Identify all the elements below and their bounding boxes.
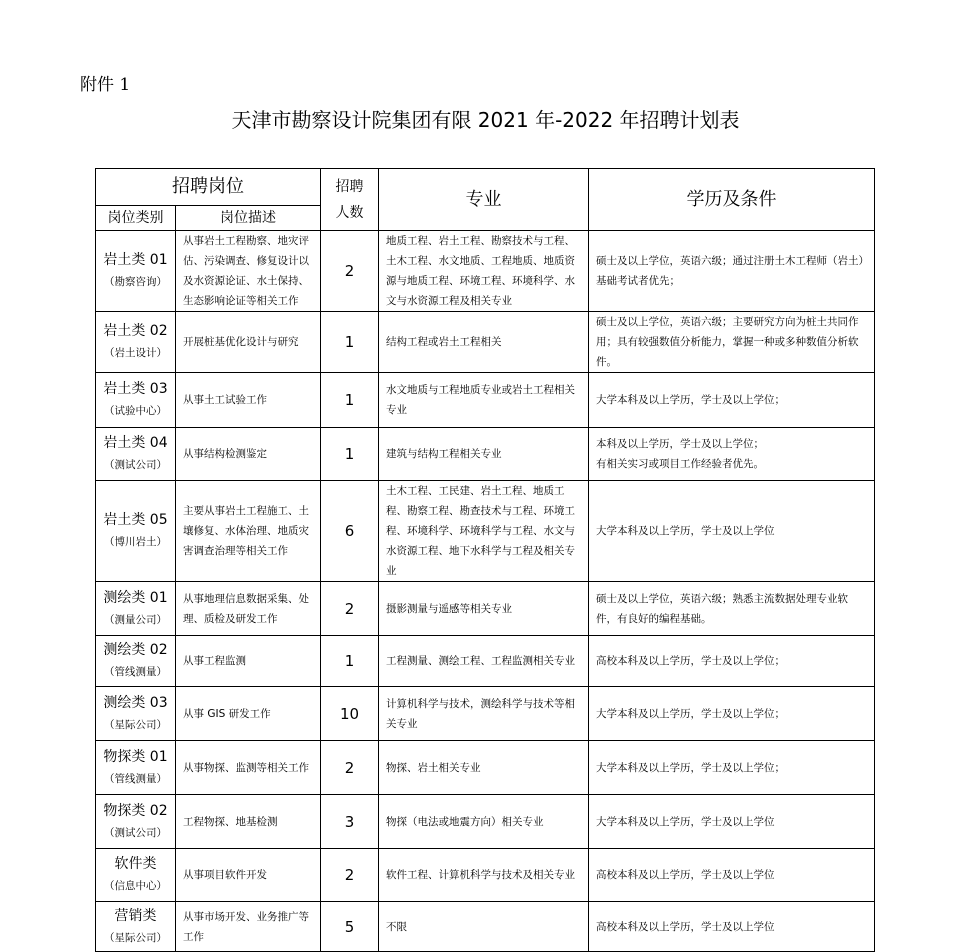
position-code: 物探类 01 xyxy=(103,748,168,765)
headcount: 3 xyxy=(321,795,379,849)
position-code: 软件类 xyxy=(114,856,157,872)
headcount: 2 xyxy=(321,741,379,795)
position-code: 岩土类 05 xyxy=(103,512,168,528)
table-row xyxy=(96,795,875,849)
position-code: 营销类 xyxy=(114,907,157,924)
header-position-group: 招聘岗位 xyxy=(96,169,321,206)
position-category xyxy=(96,428,176,481)
position-unit: （岩土设计） xyxy=(104,347,167,359)
education-requirements: 硕士及以上学位，英语六级；熟悉主流数据处理专业软件，有良好的编程基础。 xyxy=(589,582,875,636)
education-requirements: 高校本科及以上学历，学士及以上学位； xyxy=(589,636,875,687)
position-category xyxy=(96,231,176,312)
headcount: 1 xyxy=(321,428,379,481)
headcount: 1 xyxy=(321,636,379,687)
position-unit: （星际公司） xyxy=(104,718,167,731)
position-category xyxy=(96,481,176,582)
position-code: 测绘类 03 xyxy=(103,694,168,711)
position-code: 岩土类 04 xyxy=(103,435,168,451)
position-category xyxy=(96,373,176,428)
position-unit: （信息中心） xyxy=(104,880,167,892)
table-row xyxy=(96,902,875,952)
position-description: 主要从事岩土工程施工、土壤修复、水体治理、地质灾害调查治理等相关工作 xyxy=(176,481,321,582)
position-description: 从事岩土工程勘察、地灾评估、污染调查、修复设计以及水资源论证、水土保持、生态影响论证等相关工作 xyxy=(176,231,321,312)
education-requirements: 大学本科及以上学历，学士及以上学位 xyxy=(589,481,875,582)
education-requirements: 高校本科及以上学历，学士及以上学位 xyxy=(589,849,875,902)
position-description: 工程物探、地基检测 xyxy=(176,795,321,849)
education-requirements: 大学本科及以上学历，学士及以上学位； xyxy=(589,687,875,741)
header-education: 学历及条件 xyxy=(589,169,875,231)
major: 水文地质与工程地质专业或岩土工程相关专业 xyxy=(379,373,589,428)
position-description: 从事工程监测 xyxy=(176,636,321,687)
position-description: 从事结构检测鉴定 xyxy=(176,428,321,481)
headcount: 2 xyxy=(321,582,379,636)
header-position-category: 岗位类别 xyxy=(96,206,176,231)
position-code: 测绘类 01 xyxy=(103,589,168,606)
position-description: 从事物探、监测等相关工作 xyxy=(176,741,321,795)
position-unit: （测量公司） xyxy=(104,613,167,626)
table-row xyxy=(96,582,875,636)
position-code: 岩土类 01 xyxy=(103,252,168,268)
attachment-label: 附件 1 xyxy=(80,75,131,95)
position-description: 从事地理信息数据采集、处理、质检及研发工作 xyxy=(176,582,321,636)
major: 摄影测量与遥感等相关专业 xyxy=(379,582,589,636)
education-requirements: 高校本科及以上学历，学士及以上学位 xyxy=(589,902,875,952)
headcount: 6 xyxy=(321,481,379,582)
table-row xyxy=(96,231,875,312)
major: 物探（电法或地震方向）相关专业 xyxy=(379,795,589,849)
table-row xyxy=(96,849,875,902)
major: 物探、岩土相关专业 xyxy=(379,741,589,795)
headcount: 1 xyxy=(321,312,379,373)
position-unit: （博川岩土） xyxy=(104,536,167,548)
position-category xyxy=(96,741,176,795)
position-category xyxy=(96,636,176,687)
position-category xyxy=(96,902,176,952)
position-category xyxy=(96,795,176,849)
major: 结构工程或岩土工程相关 xyxy=(379,312,589,373)
position-description: 从事 GIS 研发工作 xyxy=(176,687,321,741)
table-row xyxy=(96,428,875,481)
position-category xyxy=(96,687,176,741)
education-requirements: 硕士及以上学位，英语六级；主要研究方向为桩土共同作用；具有较强数值分析能力，掌握一种或多种数值分析软件。 xyxy=(589,312,875,373)
table-row xyxy=(96,373,875,428)
education-requirements: 本科及以上学历，学士及以上学位； 有相关实习或项目工作经验者优先。 xyxy=(589,428,875,481)
table-row xyxy=(96,636,875,687)
position-unit: （星际公司） xyxy=(104,931,167,944)
position-description: 从事市场开发、业务推广等工作 xyxy=(176,902,321,952)
page-title: 天津市勘察设计院集团有限 2021 年-2022 年招聘计划表 xyxy=(231,108,740,132)
education-requirements: 大学本科及以上学历，学士及以上学位； xyxy=(589,741,875,795)
major: 不限 xyxy=(379,902,589,952)
major: 工程测量、测绘工程、工程监测相关专业 xyxy=(379,636,589,687)
position-unit: （管线测量） xyxy=(104,772,167,785)
education-requirements: 大学本科及以上学历，学士及以上学位； xyxy=(589,373,875,428)
headcount: 2 xyxy=(321,231,379,312)
position-description: 从事土工试验工作 xyxy=(176,373,321,428)
table-row xyxy=(96,741,875,795)
position-code: 测绘类 02 xyxy=(103,642,168,658)
position-unit: （测试公司） xyxy=(104,826,167,839)
major: 地质工程、岩土工程、勘察技术与工程、土木工程、水文地质、工程地质、地质资源与地质工程、环境工程、环境科学、水文与水资源工程及相关专业 xyxy=(379,231,589,312)
position-unit: （勘察咨询） xyxy=(104,276,167,288)
education-requirements: 硕士及以上学位，英语六级；通过注册土木工程师（岩土）基础考试者优先； xyxy=(589,231,875,312)
headcount: 1 xyxy=(321,373,379,428)
header-major: 专业 xyxy=(379,169,589,231)
position-description: 从事项目软件开发 xyxy=(176,849,321,902)
header-headcount: 招聘人数 xyxy=(321,169,379,231)
table-row xyxy=(96,687,875,741)
headcount: 10 xyxy=(321,687,379,741)
position-unit: （测试公司） xyxy=(104,459,167,471)
position-code: 岩土类 02 xyxy=(103,323,168,339)
position-unit: （试验中心） xyxy=(104,405,167,417)
headcount: 5 xyxy=(321,902,379,952)
major: 软件工程、计算机科学与技术及相关专业 xyxy=(379,849,589,902)
recruitment-table xyxy=(95,168,875,952)
position-category xyxy=(96,849,176,902)
position-unit: （管线测量） xyxy=(104,666,167,678)
major: 建筑与结构工程相关专业 xyxy=(379,428,589,481)
headcount: 2 xyxy=(321,849,379,902)
table-row xyxy=(96,312,875,373)
table-row xyxy=(96,481,875,582)
major: 计算机科学与技术，测绘科学与技术等相关专业 xyxy=(379,687,589,741)
position-description: 开展桩基优化设计与研究 xyxy=(176,312,321,373)
education-requirements: 大学本科及以上学历，学士及以上学位 xyxy=(589,795,875,849)
position-category xyxy=(96,582,176,636)
position-category xyxy=(96,312,176,373)
position-code: 物探类 02 xyxy=(103,802,168,819)
position-code: 岩土类 03 xyxy=(103,381,168,397)
header-position-description: 岗位描述 xyxy=(176,206,321,231)
major: 土木工程、工民建、岩土工程、地质工程、勘察工程、勘查技术与工程、环境工程、环境科学、环境科学与工程、水文与水资源工程、地下水科学与工程及相关专业 xyxy=(379,481,589,582)
